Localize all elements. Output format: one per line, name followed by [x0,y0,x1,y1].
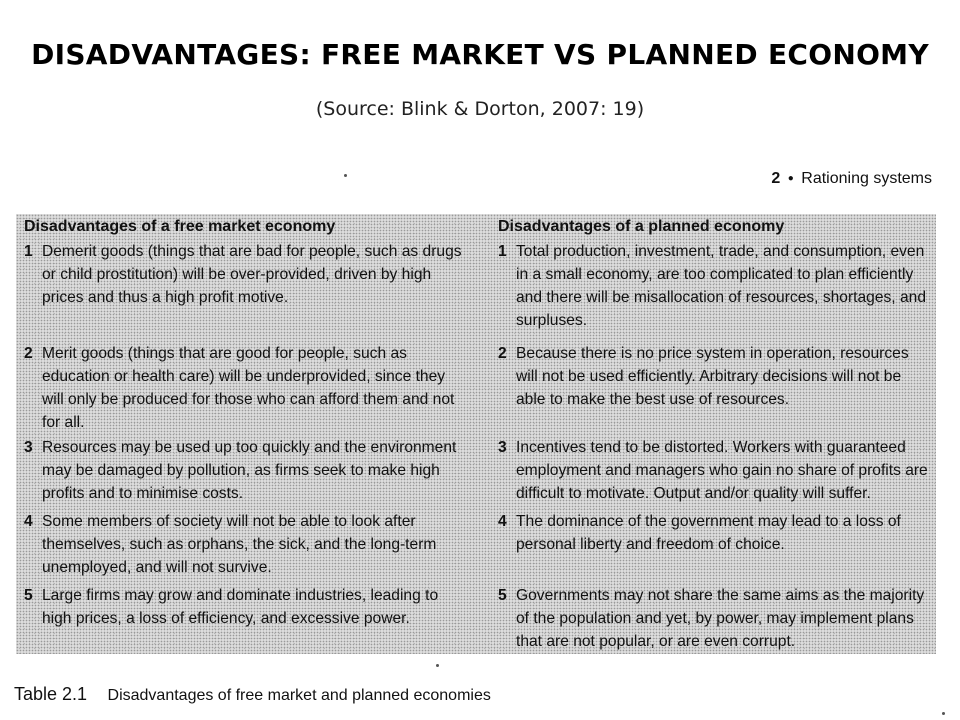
planned-economy-column-header: Disadvantages of a planned economy [498,218,785,235]
item-number: 1 [24,243,33,260]
free-market-item-2 [24,342,464,434]
scan-speck [942,712,945,715]
planned-economy-item-5 [498,584,928,653]
planned-economy-item-3 [498,436,928,505]
scan-speck [344,174,347,177]
section-title: Rationing systems [801,170,932,187]
scan-speck [436,664,439,667]
item-number: 5 [24,587,33,604]
book-section-header [771,170,932,188]
item-number: 4 [24,513,33,530]
free-market-item-3 [24,436,464,505]
item-text: Resources may be used up too quickly and the environment may be damaged by pollution, as firms seek to make high profits and to minimise costs. [42,439,457,502]
section-number: 2 [771,170,781,187]
caption-text: Disadvantages of free market and planned economies [107,687,491,704]
planned-economy-item-4 [498,510,928,556]
bullet-icon: ● [787,173,794,184]
item-number: 3 [498,439,507,456]
item-text: Total production, investment, trade, and consumption, even in a small economy, are too complicated to plan efficiently and there will be misallocation of resources, shortages, and surpluses. [516,243,926,329]
item-number: 5 [498,587,507,604]
item-number: 4 [498,513,507,530]
planned-economy-item-2 [498,342,928,411]
item-text: Some members of society will not be able to look after themselves, such as orphans, the sick, and the long-term unemployed, and will not survive. [42,513,437,576]
item-text: Governments may not share the same aims as the majority of the population and yet, by power, may implement plans that are not popular, or are even corrupt. [516,587,925,650]
table-caption [14,684,491,705]
disadvantages-table [16,214,936,654]
item-text: Because there is no price system in operation, resources will not be used efficiently. Arbitrary decisions will not be able to make the best use of resources. [516,345,909,408]
planned-economy-item-1 [498,240,928,332]
free-market-item-1 [24,240,464,309]
item-number: 3 [24,439,33,456]
slide-title: DISADVANTAGES: FREE MARKET VS PLANNED ECONOMY [31,38,929,71]
caption-label: Table 2.1 [14,684,88,704]
item-text: Large firms may grow and dominate industries, leading to high prices, a loss of efficiency, and excessive power. [42,587,439,627]
item-text: Incentives tend to be distorted. Workers with guaranteed employment and managers who gain no share of profits are difficult to motivate. Output and/or quality will suffer. [516,439,928,502]
item-number: 2 [24,345,33,362]
item-number: 1 [498,243,507,260]
item-text: Merit goods (things that are good for people, such as education or health care) will be underprovided, since they will only be produced for those who can afford them and not for all. [42,345,455,431]
item-text: The dominance of the government may lead to a loss of personal liberty and freedom of choice. [516,513,901,553]
item-number: 2 [498,345,507,362]
item-text: Demerit goods (things that are bad for people, such as drugs or child prostitution) will be over-provided, driven by high prices and thus a high profit motive. [42,243,462,306]
free-market-item-4 [24,510,464,579]
source-citation: (Source: Blink & Dorton, 2007: 19) [315,98,645,120]
free-market-column-header: Disadvantages of a free market economy [24,218,336,235]
free-market-item-5 [24,584,464,630]
